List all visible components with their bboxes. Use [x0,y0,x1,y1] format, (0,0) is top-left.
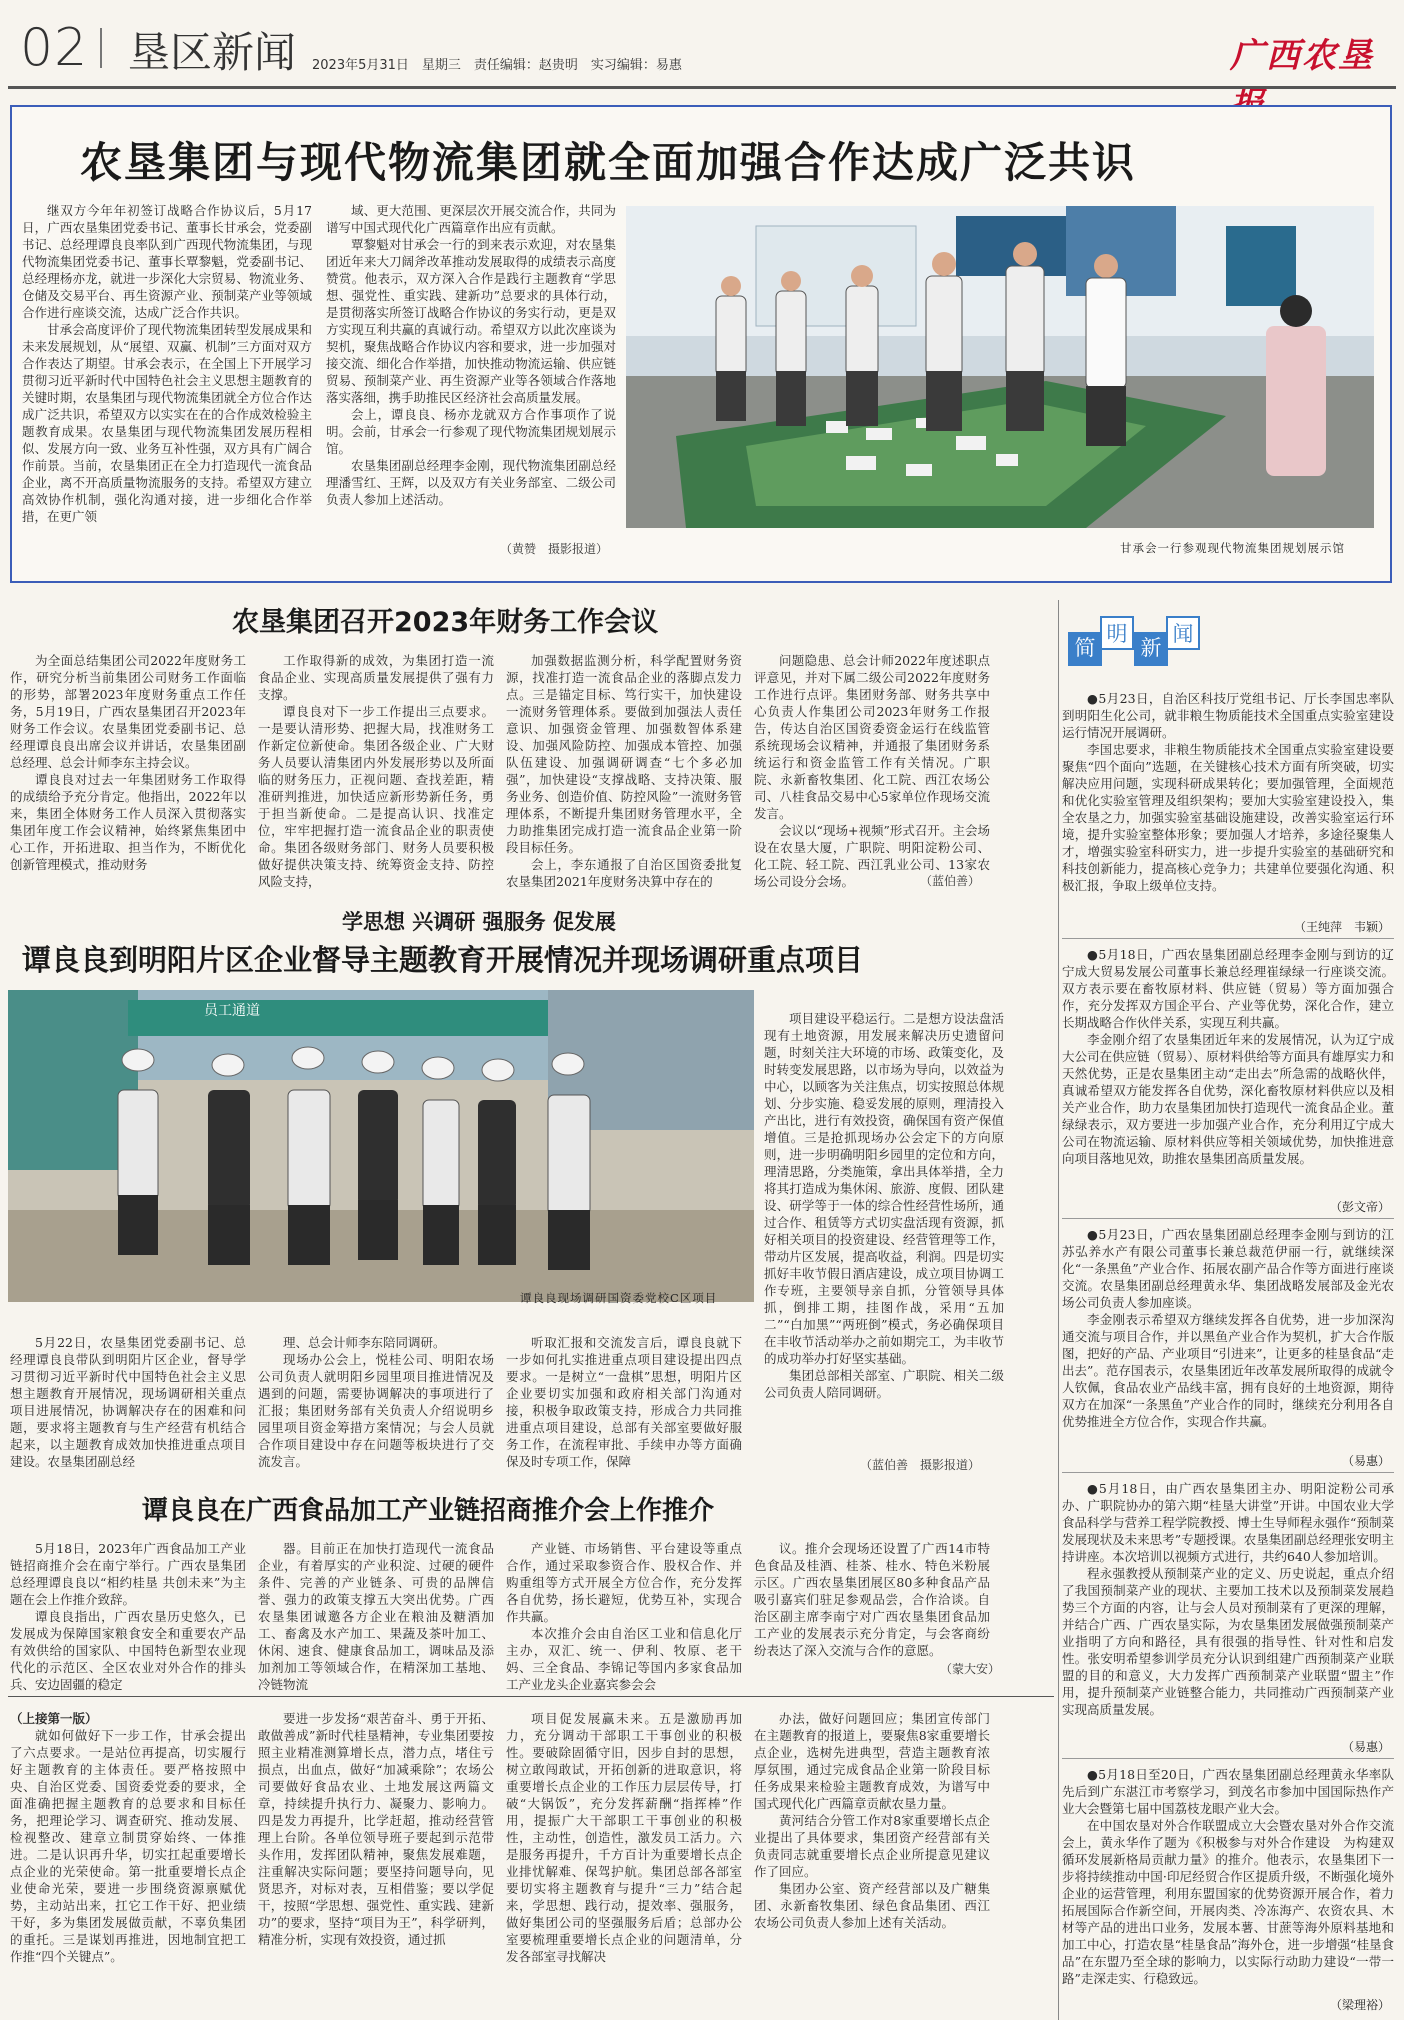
sidebar-header-char: 闻 [1166,616,1200,650]
paragraph: 会上，谭良良、杨亦龙就双方合作事项作了说明。会前，甘承会一行参观了现代物流集团规划展示馆。 [326,407,616,456]
brief-news-divider [1062,938,1394,939]
inspection-column-1 [10,1334,246,1469]
paragraph: 黄河结合分管工作对8家重要增长点企业提出了具体要求，集团资产经营部有关负责同志就重要增长点企业所提意见建议作了回应。 [754,1813,990,1879]
paragraph: 会上，李东通报了自治区国资委批复农垦集团2021年度财务决算中存在的 [506,857,742,889]
food-headline: 谭良良在广西食品加工产业链招商推介会上作推介 [142,1496,715,1526]
brief-news-item [1062,946,1394,1198]
food-column-1 [10,1540,246,1692]
continued-column-1 [10,1710,246,2016]
paragraph: 要进一步发扬“艰苦奋斗、勇于开拓、敢做善成”新时代桂垦精神，专业集团要按照主业精准测算增长点，潜力点，堵住亏损点，出血点，做好“加减乘除”；农场公司要做好食品农业、土地发展这两篇文章，持续提升执行力、凝聚力、影响力。四是发力再提升，比学赶超，推动经营管理上台阶。各单位领导班子要起到示范带头作用，发挥团队精神，聚焦发展难题，注重解决实际问题；要坚持问题导向，见贤思齐，对标对表，互相借鉴；要以学促干，按照“学思想、强党性、重实践、建新功”的要求，坚持“项目为王”，科学研判，精准分析，实现有效投资，通过抓 [258,1711,494,1947]
continued-column-4 [754,1710,990,2016]
section-divider [8,1696,1054,1697]
inspection-headline: 谭良良到明阳片区企业督导主题教育开展情况并现场调研重点项目 [22,943,864,977]
section-title: 垦区新闻 [128,28,297,77]
paragraph: 会议以“现场+视频”形式召开。主会场设在农垦大厦，广职院、明阳淀粉公司、化工院、轻工院、西江乳业公司、13家农场公司设分会场。 [754,823,990,889]
paragraph: 程永强教授从预制菜产业的定义、历史说起，重点介绍了我国预制菜产业的现状、主要加工技术以及预制菜发展趋势三个方面的内容，让与会人员对预制菜有了更深的理解，并结合广西、广西农垦实际，为农垦集团发展做强预制菜产业指明了方向和路径，具有很强的指导性、针对性和启发性。张安明希望参训学员充分认识到组建广西预制菜产业联盟的目的和意义，大力发挥广西预制菜产业联盟“盟主”作用，提升预制菜产业链整合能力，共同推动广西预制菜产业实现高质量发展。 [1062,1566,1394,1717]
paragraph: 李国忠要求，非粮生物质能技术全国重点实验室建设要聚焦“四个面向”选题，在关键核心技术方面有所突破，切实解决应用问题，实现科研成果转化；要加强管理，全面规范和优化实验室管理及组织架构；要加大实验室建设投入，集全农垦之力，加强实验室基础设施建设，改善实验室运行环境，提升实验室整体形象；要加强人才培养，多途径聚集人才，增强实验室科研实力，进一步提升实验室的基础研究和科技创新能力，提高核心竞争力；共建单位要强化沟通、积极汇报，争取上级单位支持。 [1062,742,1394,893]
inspection-byline: （蓝伯善 摄影报道） [860,1458,981,1472]
paragraph: 本次推介会由自治区工业和信息化厅主办，双汇、统一、伊利、牧原、老干妈、三全食品、李锦记等国内多家食品加工产业龙头企业嘉宾参会会 [506,1626,742,1692]
paragraph: 问题隐患、总会计师2022年度述职点评意见，并对下属二级公司2022年度财务工作进行点评。集团财务部、财务共享中心负责人作集团公司2023年财务工作报告，传达自治区国资委资金运行在线监管系统现场会议精神，并通报了集团财务系统运行和资金监管工作有关情况。广职院、永新畜牧集团、化工院、西江农场公司、八桂食品交易中心5家单位作现场交流发言。 [754,653,990,821]
paragraph: 产业链、市场销售、平台建设等重点合作，通过采取参资合作、股权合作、并购重组等方式开展全方位合作，充分发挥各自优势，扬长避短，优势互补，实现合作共赢。 [506,1541,742,1624]
food-column-4 [754,1540,990,1660]
paragraph: 集团办公室、资产经营部以及广糖集团、永新畜牧集团、绿色食品集团、西江农场公司负责人参加上述有关活动。 [754,1881,990,1930]
feature-photo-caption: 甘承会一行参观现代物流集团规划展示馆 [1120,541,1345,555]
brief-news-byline: （易惠） [1341,1740,1390,1754]
masthead-meta: 2023年5月31日 星期三 责任编辑：赵贵明 实习编辑：易惠 [312,58,682,73]
paragraph: 项目建设平稳运行。二是想方设法盘活现有土地资源，用发展来解决历史遗留问题，时刻关注大环境的市场、政策变化，及时转变发展思路，以市场为导向，以效益为中心，以顾客为关注焦点，切实按照总体规划、分步实施、稳妥发展的原则，理清投入产出比，进行有效投资，确保国有资产保值增值。三是抢抓现场办公会定下的方向原则，进一步明确明阳乡园里的定位和方向，理清思路，分类施策，拿出具体举措，全力将其打造成为集休闲、旅游、度假、团队建设、研学等于一体的综合性经营性场所，通过合作、租赁等方式切实盘活现有资源，抓好相关项目的投资建设、经营管理等工作，带动片区发展，提高收益，利润。四是切实抓好丰收节假日酒店建设，成立项目协调工作专班，主要领导亲自抓，分管领导具体抓，倒排工期，挂图作战，采用“五加二”“白加黑”“两班倒”模式，务必确保项目在丰收节活动举办之前如期完工，为丰收节的成功举办打好坚实基础。 [764,1011,1004,1366]
paragraph: 谭良良对下一步工作提出三点要求。一是要认清形势、把握大局，找准财务工作新定位新使命。集团各级企业、广大财务人员要认清集团内外发展形势以及所面临的财务压力，正视问题、查找差距，精准研判推进，加快适应新形势新任务，勇于担当新使命。二是提高认识、找准定位，牢牢把握打造一流食品企业的职责使命。集团各级财务部门、财务人员要积极做好提供决策支持、统筹资金支持、防控风险支持， [258,704,494,889]
paragraph: 就如何做好下一步工作，甘承会提出了六点要求。一是站位再提高，切实履行好主题教育的主体责任。要严格按照中央、自治区党委、国资委党委的要求，全面准确把握主题教育的总要求和目标任务，把理论学习、调查研究、推动发展、检视整改、建章立制贯穿始终、一体推进。二是认识再升华，切实扛起重要增长点企业的光荣使命。第一批重要增长点企业使命光荣，要进一步围绕资源禀赋优势，主动站出来，扛它工作干好、把业绩干好，多为集团发展做贡献，不辜负集团的重托。三是谋划再推进，因地制宜把工作推“四个关键点”。 [10,1728,246,1964]
food-column-3 [506,1540,742,1692]
finance-column-1 [10,652,246,888]
paragraph: ●5月23日，广西农垦集团副总经理李金刚与到访的江苏弘养水产有限公司董事长兼总裁范伊丽一行，就继续深化“一条黑鱼”产业合作、拓展农副产品合作等方面进行座谈交流。农垦集团副总经理黄永华、集团战略发展部及金光农场公司负责人参加座谈。 [1062,1227,1394,1310]
continued-label: （上接第一版） [10,1711,98,1726]
paragraph: 加强数据监测分析，科学配置财务资源，找准打造一流食品企业的落脚点发力点。三是锚定目标、笃行实干，加快建设一流财务管理体系。要做到加强法人责任意识、加强资金管理、加强数智体系建设、加强风险防控、加强成本管控、加强队伍建设、加强调研调查“七个多必加强”，加快建设“支撑战略、支持决策、服务业务、创造价值、防控风险”一流财务管理体系，不断提升集团财务管理水平，全力助推集团完成打造一流食品企业第一阶段目标任务。 [506,653,742,855]
feature-headline: 农垦集团与现代物流集团就全面加强合作达成广泛共识 [80,138,1137,187]
finance-column-2 [258,652,494,888]
masthead-divider [100,28,102,68]
feature-column-1 [22,202,312,556]
brief-news-item [1062,1480,1394,1738]
paragraph: 5月18日，2023年广西食品加工产业链招商推介会在南宁举行。广西农垦集团总经理谭良良以“相约桂垦 共创未来”为主题在会上作推介致辞。 [10,1541,246,1607]
paragraph: 李金刚表示希望双方继续发挥各自优势，进一步加深沟通交流与项目合作，并以黑鱼产业合作为契机，扩大合作版图，把好的产品、产业项目“引进来”，让更多的桂垦食品“走出去”。范存国表示，农垦集团近年改革发展所取得的成就令人钦佩，食品农业产品线丰富，拥有良好的土地资源，期待双方在加深“一条黑鱼”产业合作的同时，继续充分利用各自优势推进全方位合作，实现合作共赢。 [1062,1312,1394,1429]
page-number: 02 [20,18,89,78]
brief-news-divider [1062,1472,1394,1473]
brief-news-item [1062,1226,1394,1452]
paragraph: 李金刚介绍了农垦集团近年来的发展情况，认为辽宁成大公司在供应链（贸易）、原材料供给等方面具有雄厚实力和天然优势，正是农垦集团主动“走出去”所急需的战略伙伴，真诚希望双方能发挥各自优势，深化畜牧原材料供应以及相关产业合作，助力农垦集团加快打造现代一流食品企业。董绿绿表示，双方要进一步加强产业合作，充分利用辽宁成大公司在物流运输、原材料供应等相关领域优势，加快推进意向项目落地见效，助推农垦集团高质量发展。 [1062,1032,1394,1166]
inspection-column-right [764,1010,1004,1400]
paragraph: ●5月18日，广西农垦集团副总经理李金刚与到访的辽宁成大贸易发展公司董事长兼总经理崔绿绿一行座谈交流。双方表示要在畜牧原材料、供应链（贸易）等方面加强合作，充分发挥双方国企平台、产业等优势，深化合作，建立长期战略合作伙伴关系，实现互利共赢。 [1062,947,1394,1030]
newspaper-logo: 广西农垦 [1230,36,1374,76]
paragraph: 谭良良对过去一年集团财务工作取得的成绩给予充分肯定。他指出，2022年以来，集团全体财务工作人员深入贯彻落实集团年度工作会议精神，始终紧焦集团中心工作，开拓进取、担当作为，不断优化创新管理模式，推动财务 [10,772,246,872]
paragraph: 继双方今年年初签订战略合作协议后，5月17日，广西农垦集团党委书记、董事长甘承会，党委副书记、总经理谭良良率队到广西现代物流集团，与现代物流集团党委书记、董事长覃黎魁，党委副书记、总经理杨亦龙，就进一步深化大宗贸易、物流业务、仓储及交易平台、再生资源产业、预制菜产业等领域合作进行座谈交流，达成广泛合作共识。 [22,203,312,320]
food-byline: （蒙大安） [940,1662,1001,1676]
sidebar-header-char: 简 [1068,632,1102,666]
paragraph: 器。目前正在加快打造现代一流食品企业，有着厚实的产业积淀、过硬的硬件条件、完善的产业链条、可贵的品牌信誉、强力的政策支撑五大突出优势。广西农垦集团诚邀各方企业在粮油及糖酒加工、畜禽及水产加工、果蔬及茶叶加工、休闲、速食、健康食品加工，调味品及添加剂加工等领域合作，在精深加工基地、冷链物流 [258,1541,494,1692]
inspection-kicker: 学思想 兴调研 强服务 促发展 [342,909,616,934]
sidebar-header-char: 新 [1134,632,1168,666]
paragraph: 在中国农垦对外合作联盟成立大会暨农垦对外合作交流会上，黄永华作了题为《积极参与对外合作建设 为构建双循环发展新格局贡献力量》的推介。他表示，农垦集团下一步将持续推动中国·印尼经贸合作区提质升级，不断强化境外企业的运营管理，利用东盟国家的优势资源开展合作，着力拓展国际合作新空间，开展肉类、冷冻海产、农资农具、木材等产品的进出口业务，发展本薯、甘蔗等海外原料基地和加工中心，打造农垦“桂垦食品”海外仓，进一步增强“桂垦食品”在东盟乃至全球的影响力，以实际行动助力建设“一带一路”走深走实、行稳致远。 [1062,1818,1394,1986]
finance-column-3 [506,652,742,888]
paragraph: 听取汇报和交流发言后，谭良良就下一步如何扎实推进重点项目建设提出四点要求。一是树立“一盘棋”思想，明阳片区企业要切实加强和政府相关部门沟通对接，积极争取政策支持，形成合力共同推进重点项目建设，总部有关部室要做好服务工作，在流程审批、手续申办等方面确保及时专项工作，保障 [506,1335,742,1469]
paragraph: 5月22日，农垦集团党委副书记、总经理谭良良带队到明阳片区企业，督导学习贯彻习近平新时代中国特色社会主义思想主题教育开展情况，现场调研相关重点项目进展情况，协调解决存在的困难和问题，要求将主题教育与生产经营有机结合起来，以主题教育成效加快推进重点项目建设。农垦集团副总经 [10,1335,246,1469]
inspection-column-3 [506,1334,742,1469]
continued-column-2 [258,1710,494,2016]
paragraph: ●5月18日至20日，广西农垦集团副总经理黄永华率队先后到广东湛江市考察学习，到茂名市参加中国国际热作产业大会暨第七届中国荔枝龙眼产业大会。 [1062,1767,1394,1816]
brief-news-item [1062,690,1394,918]
paragraph: 覃黎魁对甘承会一行的到来表示欢迎，对农垦集团近年来大刀阔斧改革推动发展取得的成绩表示高度赞赏。他表示，双方深入合作是践行主题教育“学思想、强党性、重实践、建新功”总要求的具体行动，是贯彻落实所签订战略合作协议的务实行动，更是双方实现互利共赢的真诚行动。希望双方以此次座谈为契机，聚焦战略合作协议内容和要求，进一步加强对接交流、细化合作举措，加快推动物流运输、供应链贸易、预制菜产业、再生资源产业等各领域合作落地落实落细，携手助推民区经济社会高质量发展。 [326,237,616,405]
inspection-photo-caption: 谭良良现场调研国资委党校C区项目 [520,1291,718,1305]
site-visit-photo [8,990,754,1302]
paragraph: 域、更大范围、更深层次开展交流合作，共同为谱写中国式现代化广西篇章作出应有贡献。 [326,203,616,235]
brief-news-byline: （彭文帝） [1329,1200,1390,1214]
paragraph: 理、总会计师李东陪同调研。 [283,1335,446,1350]
paragraph: 为全面总结集团公司2022年度财务工作，研究分析当前集团公司财务工作面临的形势，部署2023年度财务重点工作任务，5月19日，广西农垦集团召开2023年财务工作会议。农垦集团党委副书记、总经理谭良良出席会议并讲话，农垦集团副总经理、总会计师李东主持会议。 [10,653,246,770]
sidebar-divider [1058,600,1059,2020]
brief-news-byline: （易惠） [1341,1454,1390,1468]
paragraph: ●5月18日，由广西农垦集团主办、明阳淀粉公司承办、广职院协办的第六期“桂垦大讲堂”开讲。中国农业大学食品科学与营养工程学院教授、博士生导师程永强作“预制菜发展现状及未来思考”专题授课。农垦集团副总经理张安明主持讲座。本次培训以视频方式进行，共约640人参加培训。 [1062,1481,1394,1564]
feature-byline: （黄赞 摄影报道） [500,542,609,556]
inspection-column-2 [258,1334,494,1469]
paragraph: 项目促发展赢未来。五是激励再加力，充分调动干部职工干事创业的积极性。要破除固循守旧，因步自封的思想，树立敢闯敢试，开拓创新的进取意识，将重要增长点企业的工作压力层层传导，打破“大锅饭”，充分发挥薪酬“指挥棒”作用，提振广大干部职工干事创业的积极性，主动性，创造性，激发员工活力。六是服务再提升，千方百计为重要增长点企业排忧解难、保驾护航。集团总部各部室要切实将主题教育与提升“三力”结合起来，学思想、践行动，提效率、强服务，做好集团公司的坚强服务后盾；总部办公室要梳理重要增长点企业的问题清单，分发各部室寻找解决 [506,1711,742,1964]
feature-column-2 [326,202,616,538]
continued-column-3 [506,1710,742,2016]
paragraph: 农垦集团副总经理李金刚，现代物流集团副总经理潘雪红、王辉，以及双方有关业务部室、二级公司负责人参加上述活动。 [326,458,616,507]
paragraph: 谭良良指出，广西农垦历史悠久，已发展成为保障国家粮食安全和重要农产品有效供给的国家队、中国特色新型农业现代化的示范区、全区农业对外合作的排头兵、安边固疆的稳定 [10,1609,246,1692]
photo-entrance-sign: 员工通道 [200,1000,264,1020]
exhibition-hall-photo [626,206,1374,528]
brief-news-divider [1062,1758,1394,1759]
paragraph: 议。推介会现场还设置了广西14市特色食品及桂酒、桂茶、桂水、特色米粉展示区。广西农垦集团展区80多种食品产品吸引嘉宾们驻足参观品尝，合作洽谈。自治区副主席李南宁对广西农垦集团食品加工产业的发展表示充分肯定，与会客商纷纷表达了深入交流与合作的意愿。 [754,1541,990,1658]
finance-headline: 农垦集团召开2023年财务工作会议 [232,607,659,638]
paragraph: 集团总部相关部室、广职院、相关二级公司负责人陪同调研。 [764,1368,1004,1400]
paragraph: 现场办公会上，悦桂公司、明阳农场公司负责人就明阳乡园里项目推进情况及遇到的问题，需要协调解决的事项进行了汇报；集团财务部有关负责人介绍说明乡园里项目资金筹措方案情况；与会人员就合作项目建设中存在问题等板块进行了交流发言。 [258,1352,494,1469]
paragraph: 甘承会高度评价了现代物流集团转型发展成果和未来发展规划，从“展望、双赢、机制”三方面对双方合作表达了期望。甘承会表示，在全国上下开展学习贯彻习近平新时代中国特色社会主义思想主题教育的关键时期，农垦集团与现代物流集团就全方位合作达成广泛共识，希望双方以实实在在的合作成效检验主题教育成果。农垦集团与现代物流集团发展历程相似、发展方向一致、业务互补性强，双方具有广阔合作前景。当前，农垦集团正在全力打造现代一流食品企业，离不开高质量物流服务的支持。希望双方建立高效协作机制，强化沟通对接，进一步细化合作举措，在更广领 [22,322,312,524]
sidebar-header-char: 明 [1100,616,1134,650]
brief-news-divider [1062,1218,1394,1219]
paragraph: ●5月23日，自治区科技厅党组书记、厅长李国忠率队到明阳生化公司，就非粮生物质能技术全国重点实验室建设运行情况开展调研。 [1062,691,1394,740]
paragraph: 工作取得新的成效，为集团打造一流食品企业、实现高质量发展提供了强有力支撑。 [258,653,494,702]
paragraph: 办法，做好问题回应；集团宣传部门在主题教育的报道上，要聚焦8家重要增长点企业，选树先进典型，营造主题教育浓厚氛围，通过完成食品企业第一阶段目标任务成果来检验主题教育成效，为谱写中国式现代化广西篇章贡献农垦力量。 [754,1711,990,1811]
brief-news-byline: （梁理裕） [1329,1998,1390,2012]
food-column-2 [258,1540,494,1692]
brief-news-byline: （王纯萍 韦颖） [1293,920,1390,934]
finance-byline: （蓝伯善） [920,874,981,888]
masthead-rule [8,86,1396,89]
brief-news-item [1062,1766,1394,1994]
